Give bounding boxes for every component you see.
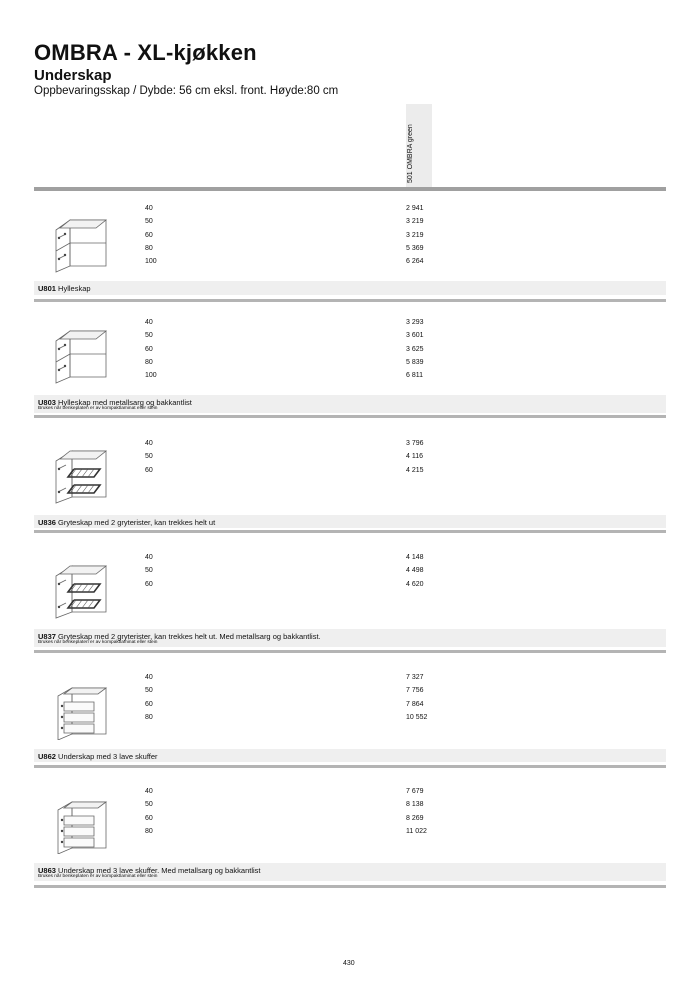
product-label-bar [34,281,666,295]
width-cell: 60 [145,231,153,239]
width-cell: 80 [145,358,153,366]
product-name: Hylleskap med metallsarg og bakkantlist [55,398,192,407]
price-cell: 7 679 [406,788,424,795]
section-divider [34,415,666,418]
width-cell: 50 [145,801,153,809]
price-row [34,453,666,465]
price-cell: 3 293 [406,319,424,326]
price-cell: 6 811 [406,372,423,380]
price-cell: 4 148 [406,554,424,561]
price-row [34,567,666,579]
width-cell: 80 [145,827,153,835]
price-row [34,440,666,452]
width-cell: 40 [145,205,153,212]
width-cell: 50 [145,453,153,461]
product-note: Brukes når benkeplaten er av kompaktlaminat eller stein [38,406,158,411]
width-cell: 60 [145,466,153,474]
price-row [34,205,666,217]
width-cell: 40 [145,674,153,681]
product-label-bar [34,515,666,528]
price-row [34,232,666,244]
price-row [34,801,666,813]
product-label-bar [34,749,666,762]
product-label-bar [34,863,666,881]
page-number: 430 [343,960,355,967]
price-cell: 7 327 [406,674,424,681]
product-name: Underskap med 3 lave skuffer. Med metallsarg og bakkantlist [55,866,261,875]
product-code: U836 [38,518,56,527]
column-header-label: 501 OMBRA green [407,124,414,183]
price-cell: 3 796 [406,440,424,447]
price-cell: 3 601 [406,332,424,340]
section-divider [34,530,666,533]
product-name: Gryteskap med 2 gryterister, kan trekkes helt ut [55,518,216,527]
product-label [38,284,91,293]
section-subtitle: Underskap [34,67,112,84]
product-code: U801 [38,284,56,293]
product-code: U803 [38,398,56,407]
product-label [38,752,158,761]
section-divider [34,299,666,302]
product-label [38,518,215,527]
width-cell: 80 [145,713,153,721]
price-row [34,258,666,270]
price-cell: 2 941 [406,205,424,212]
product-name: Hylleskap [55,284,91,293]
price-row [34,467,666,479]
price-row [34,245,666,257]
product-name: Underskap med 3 lave skuffer [55,752,158,761]
price-row [34,372,666,384]
price-cell: 4 215 [406,466,424,474]
price-row [34,687,666,699]
width-cell: 100 [145,258,157,266]
width-cell: 40 [145,440,153,447]
price-cell: 11 022 [406,827,427,835]
price-cell: 5 839 [406,358,424,366]
width-cell: 60 [145,580,153,588]
product-label-bar [34,395,666,413]
width-cell: 40 [145,788,153,795]
price-row [34,218,666,230]
price-cell: 8 269 [406,814,424,822]
price-row [34,674,666,686]
width-cell: 40 [145,554,153,561]
price-cell: 5 369 [406,244,424,252]
price-cell: 8 138 [406,801,424,809]
price-row [34,828,666,840]
width-cell: 60 [145,345,153,353]
price-row [34,788,666,800]
price-row [34,346,666,358]
width-cell: 40 [145,319,153,326]
price-cell: 3 219 [406,231,424,239]
product-note: Brukes når benkeplaten er av kompaktlaminat eller stein [38,640,158,645]
product-code: U862 [38,752,56,761]
price-cell: 3 219 [406,218,424,226]
price-cell: 4 116 [406,453,423,461]
width-cell: 60 [145,700,153,708]
width-cell: 100 [145,372,157,380]
section-divider [34,650,666,653]
price-row [34,701,666,713]
page-title: OMBRA - XL-kjøkken [34,40,257,65]
price-row [34,714,666,726]
product-description: Oppbevaringsskap / Dybde: 56 cm eksl. front. Høyde:80 cm [34,85,339,97]
price-cell: 3 625 [406,345,424,353]
product-name: Gryteskap med 2 gryterister, kan trekkes helt ut. Med metallsarg og bakkantlist. [55,632,321,641]
width-cell: 50 [145,687,153,695]
width-cell: 50 [145,567,153,575]
price-row [34,554,666,566]
price-row [34,581,666,593]
width-cell: 80 [145,244,153,252]
header-divider [34,187,666,191]
price-row [34,815,666,827]
section-divider [34,885,666,888]
width-cell: 50 [145,332,153,340]
price-cell: 7 756 [406,687,424,695]
price-cell: 6 264 [406,258,424,266]
product-label-bar [34,629,666,647]
width-cell: 60 [145,814,153,822]
price-row [34,359,666,371]
price-cell: 4 620 [406,580,424,588]
product-code: U837 [38,632,56,641]
product-code: U863 [38,866,56,875]
width-cell: 50 [145,218,153,226]
price-row [34,332,666,344]
price-cell: 10 552 [406,713,428,721]
price-row [34,319,666,331]
section-divider [34,765,666,768]
price-cell: 7 864 [406,700,424,708]
product-note: Brukes når benkeplaten er av kompaktlaminat eller stein [38,874,158,879]
price-cell: 4 498 [406,567,424,575]
